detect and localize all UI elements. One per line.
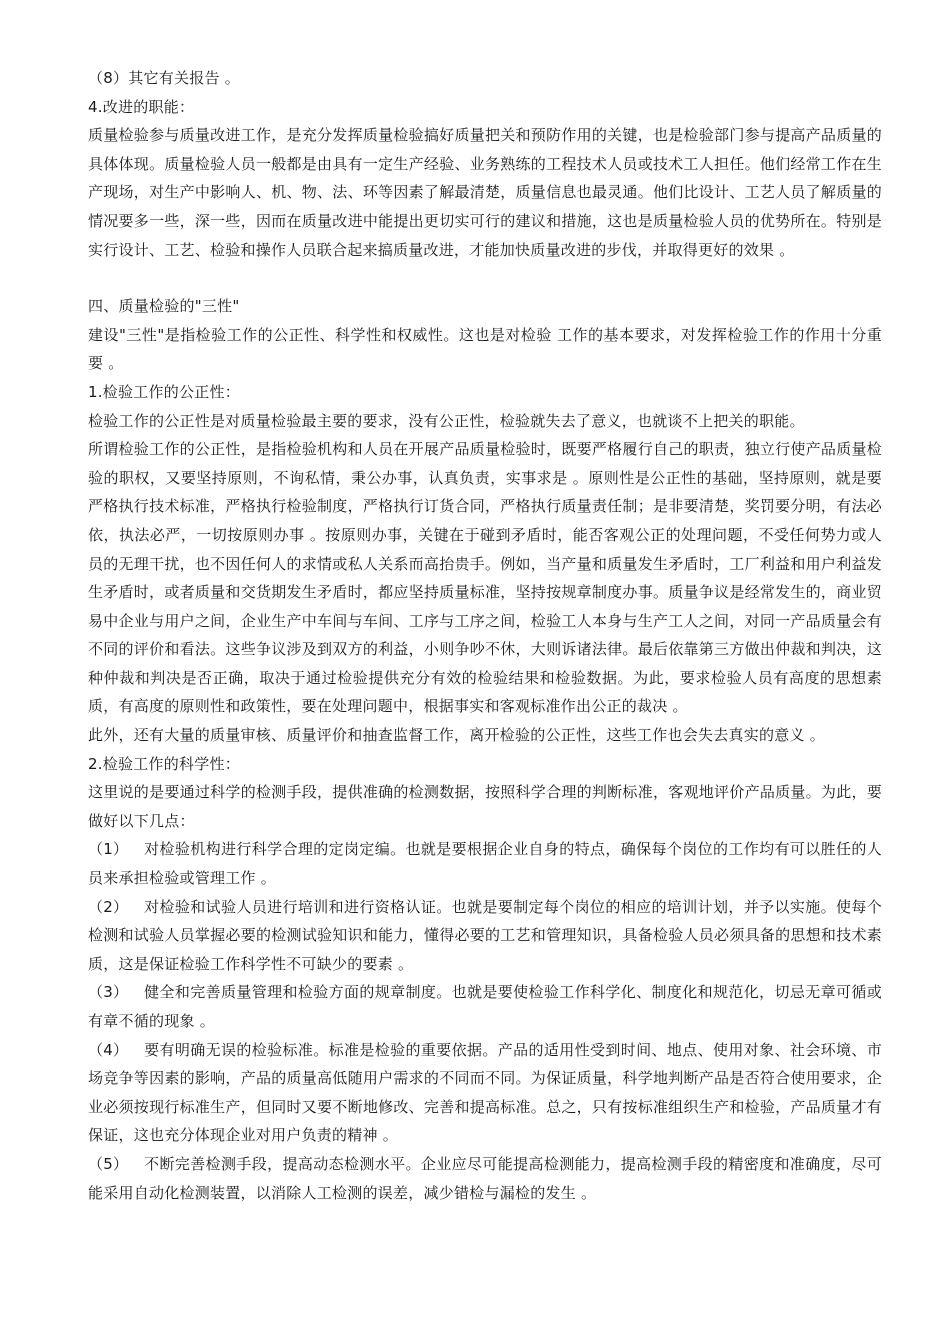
list-item — [88, 893, 882, 979]
list-item — [88, 835, 882, 892]
paragraph: 检验工作的公正性是对质量检验最主要的要求，没有公正性，检验就失去了意义，也就谈不上把关的职能。 — [88, 411, 805, 430]
paragraph: 2.检验工作的科学性： — [88, 754, 241, 773]
paragraph: 所谓检验工作的公正性，是指检验机构和人员在开展产品质量检验时，既要严格履行自己的职责，独立行使产品质量检验的职权，又要坚持原则，不询私情，秉公办事，认真负责，实事求是 。原则性是公正性的基础，坚持原则，就是要严格执行技术标准，严格执行检验制度，严格执行订货合同，严格执行质量责任制；是非要清楚，奖罚要分明，有法必依，执法必严，一切按原则办事 。按原则办事，关键在于碰到矛盾时，能否客观公正的处理问题，不受任何势力或人员的无理干扰，也不因任何人的求情或私人关系而高抬贵手。例如，当产量和质量发生矛盾时，工厂利益和用户利益发生矛盾时，或者质量和交货期发生矛盾时，都应坚持质量标准，坚持按规章制度办事。质量争议是经常发生的，商业贸易中企业与用户之间，企业生产中车间与车间、工序与工序之间，检验工人本身与生产工人之间，对同一产品质量会有不同的评价和看法。这些争议涉及到双方的利益，小则争吵不休，大则诉诸法律。最后依靠第三方做出仲裁和判决，这种仲裁和判决是否正确，取决于通过检验提供充分有效的检验结果和检验数据。为此，要求检验人员有高度的思想素质，有高度的原则性和政策性，要在处理问题中，根据事实和客观标准作出公正的裁决 。 — [88, 440, 882, 716]
paragraph: 四、质量检验的"三性" — [88, 297, 240, 316]
list-item-text: 对检验机构进行科学合理的定岗定编。也就是要根据企业自身的特点，确保每个岗位的工作均有可以胜任的人员来承担检验或管理工作 。 — [88, 840, 882, 888]
paragraph: 建设"三性"是指检验工作的公正性、科学性和权威性。这也是对检验 工作的基本要求，对发挥检验工作的作用十分重要 。 — [88, 325, 882, 373]
paragraph: 此外，还有大量的质量审核、质量评价和抽查监督工作，离开检验的公正性，这些工作也会失去真实的意义 。 — [88, 726, 826, 745]
list-item-number: （1） — [88, 840, 129, 859]
list-item-number: （4） — [88, 1040, 129, 1059]
list-item — [88, 978, 882, 1035]
paragraph-gap — [88, 264, 882, 292]
paragraph: 1.检验工作的公正性： — [88, 382, 241, 401]
document-body — [88, 64, 882, 1207]
paragraph: 质量检验参与质量改进工作，是充分发挥质量检验搞好质量把关和预防作用的关键，也是检验部门参与提高产品质量的具体体现。质量检验人员一般都是由具有一定生产经验、业务熟练的工程技术人员或技术工人担任。他们经常工作在生产现场，对生产中影响人、机、物、法、环等因素了解最清楚，质量信息也最灵通。他们比设计、工艺人员了解质量的情况要多一些，深一些，因而在质量改进中能提出更切实可行的建议和措施，这也是质量检验人员的优势所在。特别是实行设计、工艺、检验和操作人员联合起来搞质量改进，才能加快质量改进的步伐，并取得更好的效果 。 — [88, 126, 882, 259]
list-item-number: （5） — [88, 1154, 129, 1173]
paragraph: （8）其它有关报告 。 — [88, 69, 241, 87]
paragraph: 4.改进的职能： — [88, 97, 195, 116]
list-item-text: 对检验和试验人员进行培训和进行资格认证。也就是要制定每个岗位的相应的培训计划，并予以实施。使每个检测和试验人员掌握必要的检测试验知识和能力，懂得必要的工艺和管理知识，具备检验人员必须具备的思想和技术素质，这是保证检验工作科学性不可缺少的要素 。 — [88, 897, 882, 973]
list-item-number: （2） — [88, 897, 129, 916]
list-item — [88, 1150, 882, 1207]
list-item-text: 要有明确无误的检验标准。标准是检验的重要依据。产品的适用性受到时间、地点、使用对象、社会环境、市场竞争等因素的影响，产品的质量高低随用户需求的不同而不同。为保证质量，科学地判断产品是否符合使用要求，企业必须按现行标准生产，但同时又要不断地修改、完善和提高标准。总之，只有按标准组织生产和检验，产品质量才有保证，这也充分体现企业对用户负责的精神 。 — [88, 1040, 882, 1145]
list-item-text: 健全和完善质量管理和检验方面的规章制度。也就是要使检验工作科学化、制度化和规范化，切忌无章可循或有章不循的现象 。 — [88, 983, 882, 1030]
list-item — [88, 1036, 882, 1150]
paragraph: 这里说的是要通过科学的检测手段，提供准确的检测数据，按照科学合理的判断标准，客观地评价产品质量。为此，要做好以下几点： — [88, 783, 882, 830]
list-item-number: （3） — [88, 983, 129, 1002]
list-item-text: 不断完善检测手段，提高动态检测水平。企业应尽可能提高检测能力，提高检测手段的精密度和准确度，尽可能采用自动化检测装置，以消除人工检测的误差，减少错检与漏检的发生 。 — [88, 1154, 882, 1202]
